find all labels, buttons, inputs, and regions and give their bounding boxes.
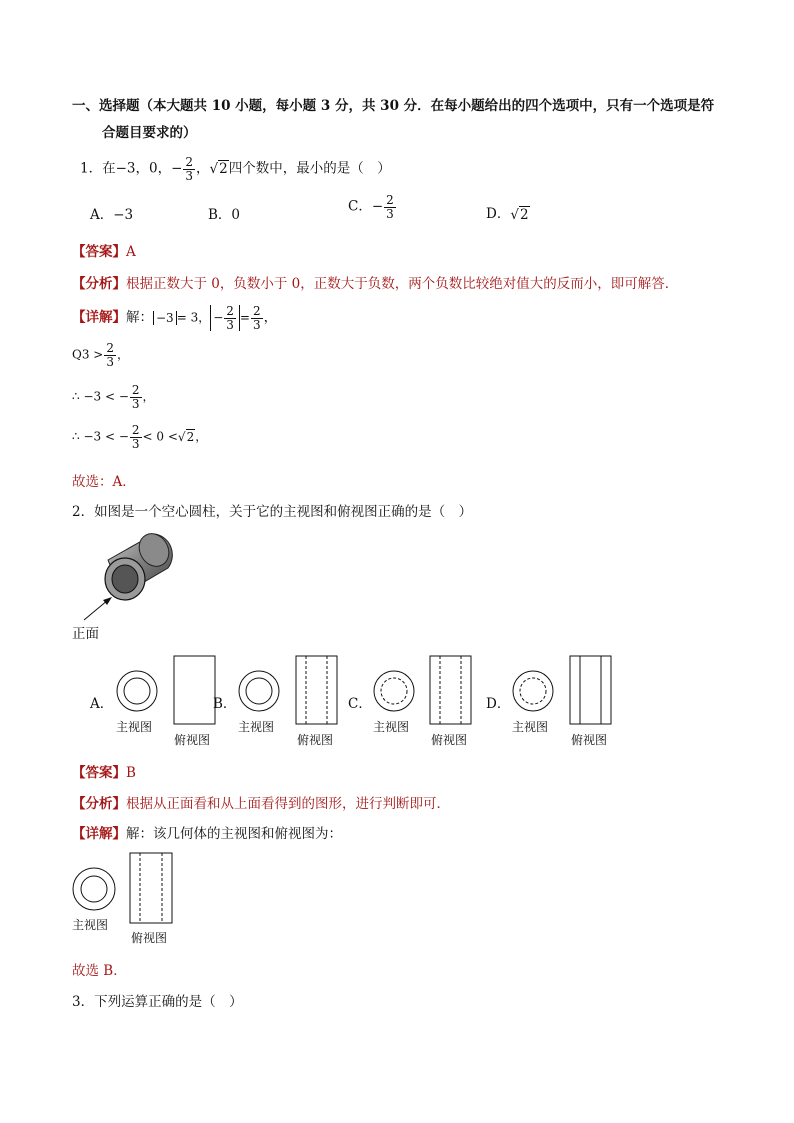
q1-list: −3，0，− [115, 160, 183, 177]
q2-option-c-label: C． [348, 696, 372, 712]
q1-line3-end: ， [142, 389, 155, 404]
q1-abs2-result-den: 3 [252, 317, 261, 332]
q2-option-a-label: A． [90, 696, 114, 712]
q1-sqrt-val: 2 [219, 161, 228, 178]
analysis-tag: 【分析】 [72, 796, 126, 812]
q1-answer [72, 240, 136, 260]
q2-option-d-top-caption: 俯视图 [571, 733, 608, 747]
q1-analysis-text: 根据正数大于 0，负数小于 0，正数大于负数，两个负数比较绝对值大的反而小，即可解答． [126, 276, 679, 292]
q2-option-a-top-caption: 俯视图 [174, 733, 211, 747]
q2-option-d-top-view [569, 655, 613, 727]
cylinder-front-face [105, 558, 145, 600]
q2-option-c-main-caption: 主视图 [373, 720, 410, 734]
q1-option-d-val: 2 [519, 206, 529, 223]
detail-tag: 【详解】 [72, 309, 126, 326]
analysis-tag: 【分析】 [72, 276, 126, 292]
q2-detail-text: 解：该几何体的主视图和俯视图为： [126, 826, 342, 842]
q2-option-b-main-view [237, 669, 285, 713]
q1-analysis [72, 272, 678, 292]
q1-line4-sqrt-val: 2 [186, 430, 195, 445]
q1-suffix: 四个数中，最小的是（ ） [228, 160, 391, 177]
q1-frac-den: 3 [185, 168, 194, 183]
q1-sqrt: √2 [209, 161, 228, 178]
q2-solution-top-caption: 俯视图 [131, 931, 168, 945]
q2-answer [72, 761, 136, 781]
q1-abs2-result [251, 305, 263, 331]
q1-line4-den: 3 [131, 436, 140, 451]
q1-abs2-prefix: − [213, 310, 224, 325]
q1-option-c-den: 3 [386, 206, 394, 221]
q1-line4-mid: < 0 < [142, 429, 178, 444]
q2-solution-main-view [72, 866, 120, 912]
answer-tag: 【答案】 [72, 244, 126, 260]
q1-line3-frac [130, 384, 142, 410]
q2-stem: 2．如图是一个空心圆柱，关于它的主视图和俯视图正确的是（ ） [72, 504, 473, 520]
q2-option-b-top-view [295, 655, 339, 727]
q2-solution-top-view [129, 852, 175, 926]
q1-option-c [348, 194, 397, 220]
q1-frac-num: 2 [185, 155, 194, 169]
q1-detail-line1 [72, 305, 277, 331]
q1-abs2-end: ， [263, 309, 278, 326]
q1-abs1: −3 [153, 311, 177, 325]
q1-abs2-result-num: 2 [252, 304, 261, 318]
q2-option-a-main-view [115, 669, 163, 713]
q2-option-b-label: B． [213, 696, 237, 712]
section-heading-line1: 一、选择题（本大题共 10 小题，每小题 3 分，共 30 分．在每小题给出的四个选项中，只有一个选项是符 [72, 98, 715, 114]
q1-answer-value: A [126, 244, 136, 260]
q2-option-b-main-caption: 主视图 [238, 720, 275, 734]
q2-analysis-text: 根据从正面看和从上面看得到的图形，进行判断即可． [126, 796, 450, 812]
q1-conclusion: 故选：A． [72, 474, 136, 490]
q2-option-d-main-caption: 主视图 [512, 720, 549, 734]
q1-detail-line3 [72, 384, 155, 410]
q1-line2-frac [104, 342, 116, 368]
q1-line2-num: 2 [106, 341, 114, 355]
q1-option-c-label: C．− [348, 198, 384, 215]
q1-prefix: 1．在 [80, 160, 116, 177]
front-label: 正面 [72, 626, 99, 642]
arrow-icon [84, 597, 112, 620]
q1-line4-num: 2 [131, 423, 140, 437]
q2-detail [72, 822, 342, 842]
q1-line3-den: 3 [131, 396, 140, 411]
q2-option-d-main-view [511, 669, 559, 713]
q2-option-c-main-view [372, 669, 420, 713]
q2-option-a-top-view [173, 655, 217, 727]
q1-option-a: A．−3 [90, 207, 134, 223]
q2-answer-value: B [126, 765, 136, 781]
q1-line2-den: 3 [106, 354, 114, 369]
q1-abs2-num: 2 [226, 304, 234, 318]
q2-option-d-label: D． [486, 696, 511, 712]
q1-stem [80, 156, 391, 182]
answer-tag: 【答案】 [72, 765, 126, 781]
q1-option-c-num: 2 [386, 193, 394, 207]
q1-line4-end: ， [195, 429, 208, 444]
q1-line3-prefix: ∴ −3 < − [72, 389, 129, 404]
q1-detail-start: 解： [126, 309, 153, 326]
q1-line4-frac [130, 424, 142, 450]
q1-detail-line4 [72, 424, 207, 450]
q2-analysis [72, 792, 450, 812]
q1-abs2-frac [224, 305, 236, 331]
q2-option-b-top-caption: 俯视图 [297, 733, 334, 747]
q3-stem: 3．下列运算正确的是（ ） [72, 994, 243, 1010]
q1-abs2 [210, 305, 240, 331]
q1-abs2-den: 3 [226, 317, 234, 332]
q1-abs1-eq: = 3， [176, 310, 211, 325]
q2-solution-main-caption: 主视图 [72, 918, 109, 932]
q1-line2-prefix: Q3 > [72, 347, 104, 362]
q1-line3-num: 2 [131, 383, 140, 397]
q1-line4-sqrt: √2 [177, 430, 195, 445]
q2-option-a-main-caption: 主视图 [116, 720, 153, 734]
q2-option-c-top-view [429, 655, 473, 727]
q1-option-b: B．0 [208, 207, 241, 223]
section-heading-line2: 合题目要求的） [102, 125, 197, 141]
q1-line2-end: ， [116, 347, 129, 362]
q1-line4-prefix: ∴ −3 < − [72, 429, 129, 444]
q1-abs2-eq: = [239, 310, 250, 325]
q1-detail-line2 [72, 342, 129, 368]
q1-option-d-label: D． [486, 206, 511, 222]
q2-option-c-top-caption: 俯视图 [431, 733, 468, 747]
q1-fraction [183, 156, 195, 182]
q1-option-d-sqrt: √2 [510, 206, 529, 223]
q2-conclusion: 故选 B． [72, 963, 127, 979]
detail-tag: 【详解】 [72, 826, 126, 842]
q1-option-c-frac [384, 194, 396, 220]
q1-sep: ， [196, 160, 210, 177]
q1-option-d [486, 202, 530, 223]
